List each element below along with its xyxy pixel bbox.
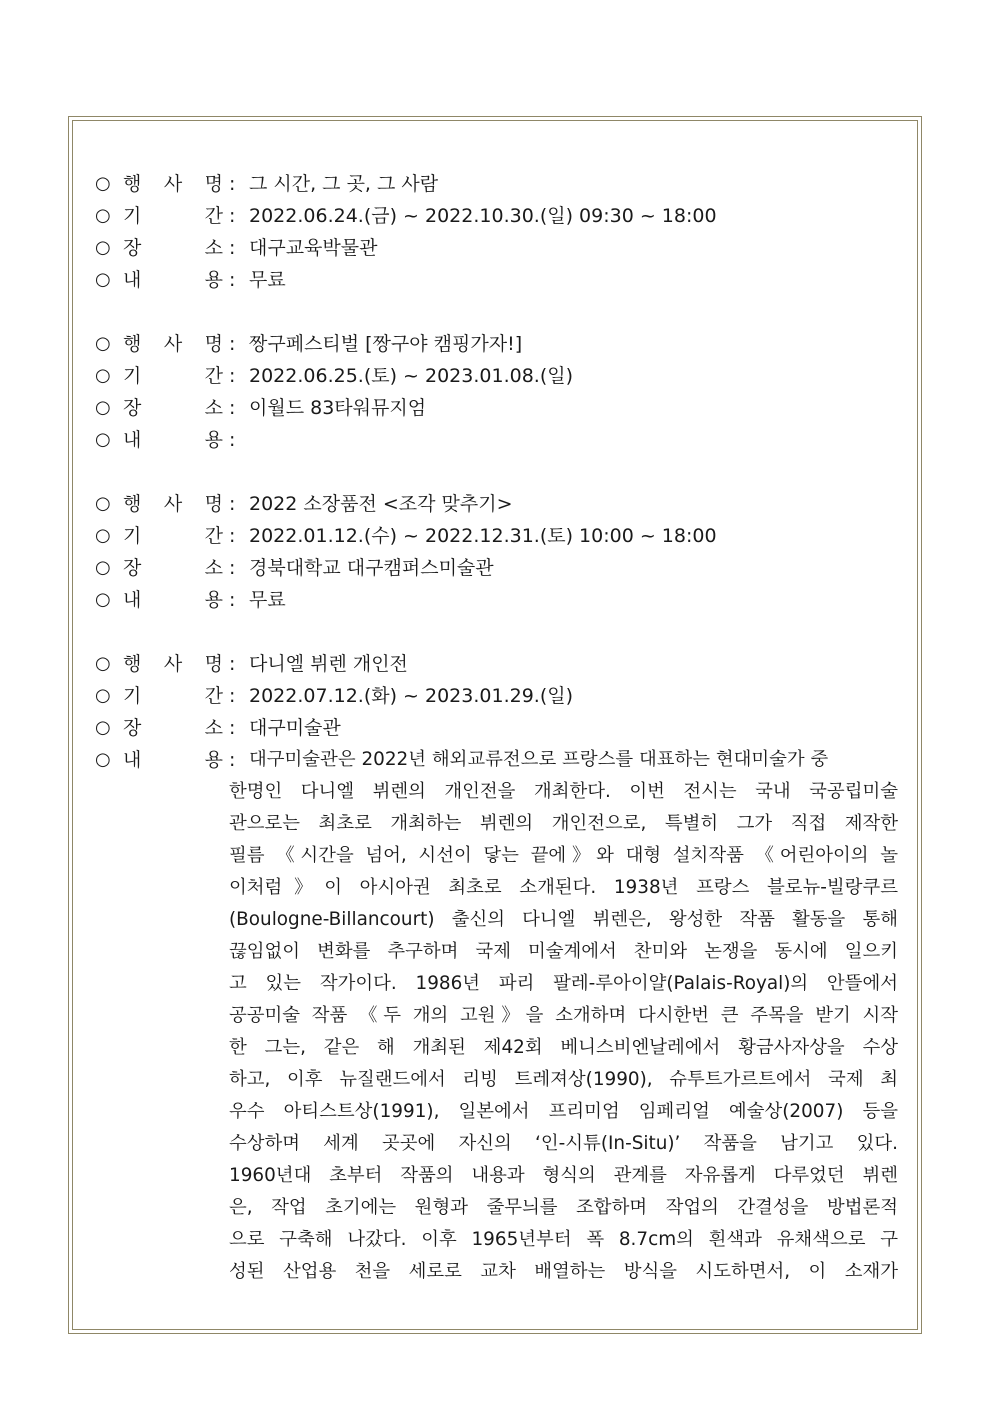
event-place: 대구미술관 [249,717,341,739]
event-period-row: ○ 기 간 : 2022.07.12.(화) ~ 2023.01.29.(일) [95,680,900,712]
event-period: 2022.01.12.(수) ~ 2022.12.31.(토) 10:00 ~ 18:00 [249,525,717,547]
description-line: 필름 《시간을 넘어, 시선이 닿는 끝에》와 대형 설치작품 《어린아이의 놀 [229,845,898,866]
description-first-line: 대구미술관은 2022년 해외교류전으로 프랑스를 대표하는 현대미술가 중 [249,749,829,770]
label-content: 내 용 [123,749,223,771]
label-period: 기 간 [123,365,223,387]
description-line: 끊임없이 변화를 추구하며 국제 미술계에서 찬미와 논쟁을 동시에 일으키 [229,941,898,962]
event-period: 2022.07.12.(화) ~ 2023.01.29.(일) [249,685,574,707]
circle-bullet-icon: ○ [95,269,111,290]
event-place-row: ○ 장 소 : 대구교육박물관 [95,232,900,264]
event-place-row: ○ 장 소 : 이월드 83타워뮤지엄 [95,392,900,424]
description-line: 공공미술 작품 《두 개의 고원》을 소개하며 다시한번 큰 주목을 받기 시작 [229,1005,898,1026]
event-name-row: ○ 행 사 명 : 2022 소장품전 <조각 맞추기> [95,488,900,520]
event-period-row: ○ 기 간 : 2022.01.12.(수) ~ 2022.12.31.(토) 10:00 ~ 18:00 [95,520,900,552]
event-content: 무료 [249,269,286,291]
circle-bullet-icon: ○ [95,653,111,674]
event-name-row: ○ 행 사 명 : 그 시간, 그 곳, 그 사람 [95,168,900,200]
circle-bullet-icon: ○ [95,749,111,770]
circle-bullet-icon: ○ [95,173,111,194]
label-name: 행 사 명 [123,493,223,515]
circle-bullet-icon: ○ [95,685,111,706]
label-content: 내 용 [123,589,223,611]
event-content: 무료 [249,589,286,611]
label-place: 장 소 [123,397,223,419]
circle-bullet-icon: ○ [95,205,111,226]
description-line: 한명인 다니엘 뷔렌의 개인전을 개최한다. 이번 전시는 국내 국공립미술 [229,781,898,802]
event-block [95,328,900,456]
event-place: 경북대학교 대구캠퍼스미술관 [249,557,494,579]
event-content-row: ○ 내 용 : 무료 [95,584,900,616]
label-period: 기 간 [123,205,223,227]
label-content: 내 용 [123,269,223,291]
description-line: 하고, 이후 뉴질랜드에서 리빙 트레져상(1990), 슈투트가르트에서 국제 최 [229,1069,898,1090]
event-content-row: ○ 내 용 : [95,424,900,456]
event-place-row: ○ 장 소 : 경북대학교 대구캠퍼스미술관 [95,552,900,584]
description-line: (Boulogne-Billancourt) 출신의 다니엘 뷔렌은, 왕성한 작품 활동을 통해 [229,909,898,930]
event-period-row: ○ 기 간 : 2022.06.24.(금) ~ 2022.10.30.(일) 09:30 ~ 18:00 [95,200,900,232]
label-period: 기 간 [123,525,223,547]
event-name: 그 시간, 그 곳, 그 사람 [249,173,439,195]
label-place: 장 소 [123,717,223,739]
circle-bullet-icon: ○ [95,333,111,354]
description-line: 은, 작업 초기에는 원형과 줄무늬를 조합하며 작업의 간결성을 방법론적 [229,1197,898,1218]
label-place: 장 소 [123,237,223,259]
event-place-row: ○ 장 소 : 대구미술관 [95,712,900,744]
event-name: 짱구페스티벌 [짱구야 캠핑가자!] [249,333,523,355]
description-line: 우수 아티스트상(1991), 일본에서 프리미엄 임페리얼 예술상(2007) 등을 [229,1101,898,1122]
description-line: 1960년대 초부터 작품의 내용과 형식의 관계를 자유롭게 다루었던 뷔렌 [229,1165,898,1186]
label-name: 행 사 명 [123,333,223,355]
event-description [229,776,898,1288]
circle-bullet-icon: ○ [95,429,111,450]
event-name: 다니엘 뷔렌 개인전 [249,653,408,675]
event-content-row: ○ 내 용 : 무료 [95,264,900,296]
event-name-row: ○ 행 사 명 : 짱구페스티벌 [짱구야 캠핑가자!] [95,328,900,360]
description-line: 수상하며 세계 곳곳에 자신의 ‘인-시튜(In-Situ)’ 작품을 남기고 있다. [229,1133,898,1154]
description-line: 이처럼》이 아시아권 최초로 소개된다. 1938년 프랑스 블로뉴-빌랑쿠르 [229,877,898,898]
circle-bullet-icon: ○ [95,717,111,738]
circle-bullet-icon: ○ [95,237,111,258]
description-line: 으로 구축해 나갔다. 이후 1965년부터 폭 8.7cm의 흰색과 유채색으로 구 [229,1229,898,1250]
description-line: 관으로는 최초로 개최하는 뷔렌의 개인전으로, 특별히 그가 직접 제작한 [229,813,898,834]
circle-bullet-icon: ○ [95,589,111,610]
label-content: 내 용 [123,429,223,451]
label-place: 장 소 [123,557,223,579]
circle-bullet-icon: ○ [95,397,111,418]
label-name: 행 사 명 [123,653,223,675]
event-content-row: ○ 내 용 : 대구미술관은 2022년 해외교류전으로 프랑스를 대표하는 현대미술가 중 [95,744,900,776]
description-line: 한 그는, 같은 해 개최된 제42회 베니스비엔날레에서 황금사자상을 수상 [229,1037,898,1058]
event-period-row: ○ 기 간 : 2022.06.25.(토) ~ 2023.01.08.(일) [95,360,900,392]
event-name-row: ○ 행 사 명 : 다니엘 뷔렌 개인전 [95,648,900,680]
circle-bullet-icon: ○ [95,557,111,578]
event-place: 대구교육박물관 [249,237,378,259]
circle-bullet-icon: ○ [95,493,111,514]
description-line: 성된 산업용 천을 세로로 교차 배열하는 방식을 시도하면서, 이 소재가 [229,1261,898,1282]
circle-bullet-icon: ○ [95,525,111,546]
event-place: 이월드 83타워뮤지엄 [249,397,427,419]
label-period: 기 간 [123,685,223,707]
event-period: 2022.06.24.(금) ~ 2022.10.30.(일) 09:30 ~ 18:00 [249,205,717,227]
circle-bullet-icon: ○ [95,365,111,386]
event-block [95,168,900,296]
event-period: 2022.06.25.(토) ~ 2023.01.08.(일) [249,365,574,387]
description-line: 고 있는 작가이다. 1986년 파리 팔레-루아이얄(Palais-Royal)의 안뜰에서 [229,973,898,994]
event-block [95,648,900,1288]
event-block [95,488,900,616]
label-name: 행 사 명 [123,173,223,195]
event-list [95,168,900,1320]
event-name: 2022 소장품전 <조각 맞추기> [249,493,513,515]
